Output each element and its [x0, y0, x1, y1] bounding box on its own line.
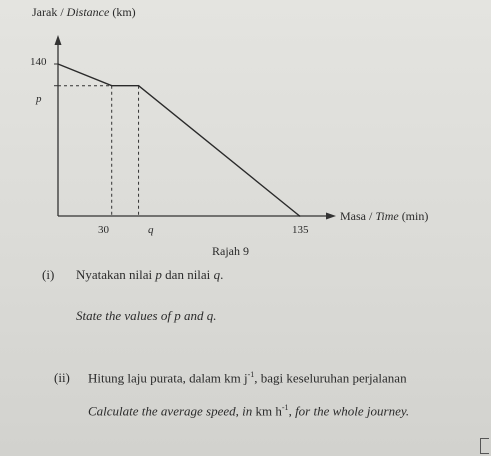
y-tick-p: p — [36, 93, 42, 105]
question-2-english-pre: Calculate the average speed, in — [88, 403, 256, 419]
question-2-malay-post: , bagi keseluruhan perjalanan — [254, 370, 407, 386]
question-2-number: (ii) — [54, 370, 70, 385]
data-point — [299, 215, 301, 217]
x-tick-30: 30 — [98, 224, 109, 236]
x-axis-title-sep: / — [366, 209, 376, 223]
question-2-malay — [88, 371, 407, 384]
answer-bracket — [480, 438, 489, 454]
x-axis-title — [340, 210, 428, 222]
question-2-english-sup: -1 — [281, 403, 289, 412]
question-1-malay-mid: dan nilai — [161, 267, 214, 282]
question-2-english-post: , for the whole journey. — [288, 403, 410, 419]
question-1-number: (i) — [42, 267, 55, 282]
question-2-english — [88, 404, 409, 417]
y-axis-arrow — [55, 35, 62, 45]
x-axis-title-en: Time — [375, 209, 399, 223]
question-2-malay-sup: -1 — [247, 370, 255, 379]
question-2-malay-pre: Hitung laju purata, dalam km j — [88, 370, 248, 386]
y-axis-title-ms: Jarak — [32, 5, 58, 19]
series-line — [58, 64, 300, 216]
y-axis-title — [32, 6, 136, 18]
question-1-malay-pre: Nyatakan nilai — [76, 267, 156, 282]
y-axis-unit: (km) — [109, 5, 136, 19]
y-axis-title-sep: / — [57, 5, 67, 19]
question-1-malay-post: . — [220, 267, 224, 282]
x-axis-arrow — [326, 213, 336, 220]
figure-caption: Rajah 9 — [212, 244, 249, 258]
question-2-english-unit: km h — [255, 403, 282, 419]
x-tick-q: q — [148, 224, 154, 236]
question-1-var-q: q — [213, 267, 221, 282]
question-1-english: State the values of p and q. — [76, 308, 217, 323]
plot-layer — [54, 63, 300, 217]
y-axis-title-en: Distance — [66, 5, 110, 19]
x-axis-title-ms: Masa — [340, 209, 366, 223]
y-tick-140: 140 — [30, 56, 47, 68]
x-tick-135: 135 — [292, 224, 309, 236]
x-axis-unit: (min) — [398, 209, 429, 223]
question-1-malay — [76, 268, 223, 281]
question-1-var-p: p — [155, 267, 162, 282]
